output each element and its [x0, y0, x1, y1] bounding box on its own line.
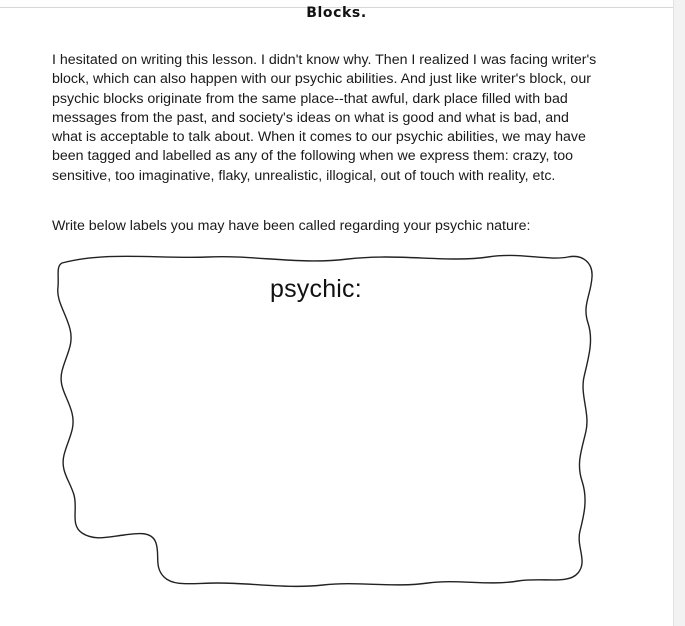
- page-right-gutter: [673, 0, 685, 626]
- page-title: Blocks.: [306, 5, 367, 21]
- write-below-prompt: Write below labels you may have been called regarding your psychic nature:: [52, 218, 531, 234]
- body-paragraph: I hesitated on writing this lesson. I didn't know why. Then I realized I was facing writer's block, which can also happen with our psychic abilities. And just like writer's block, our psychic blocks originate from the same place--that awful, dark place filled with bad messages from the past, and society's ideas on what is good and what is bad, and what is acceptable to talk about. When it comes to our psychic abilities, we may have been tagged and labelled as any of the following when we express them: crazy, too sensitive, too imaginative, flaky, unrealistic, illogical, out of touch with reality, etc.: [52, 52, 597, 184]
- blob-label-text: psychic:: [270, 275, 362, 303]
